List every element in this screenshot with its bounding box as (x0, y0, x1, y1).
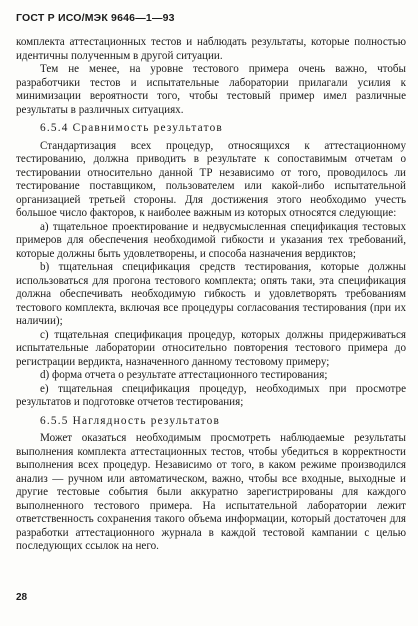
page-content (16, 36, 406, 554)
paragraph-intro: комплекта аттестационных тестов и наблюдать результаты, которые полностью идентичны полученным в другой ситуации. (16, 36, 406, 62)
paragraph-visibility: Может оказаться необходимым просмотреть наблюдаемые результаты выполнения комплекта аттестационных тестов, чтобы убедиться в корректности выполнения всех процедур. Независимо от того, в каком режиме производился анализ — ручном или автоматическом, важно, чтобы все входные, выходные и другие тестовые события были аккуратно зарегистрированы для каждого выполненного тестового примера. На испытательной лаборатории лежит ответственность сохранения такого объема информации, который достаточен для разработки аттестационного журнала в каждой тестовой кампании с целью последующих ссылок на него. (16, 432, 406, 552)
list-item-a: а) тщательное проектирование и недвусмысленная спецификация тестовых примеров для обеспечения необходимой гибкости и указания тех требований, которые должны быть удовлетворены, и способа назначения вердиктов; (16, 220, 406, 260)
list-item-b: b) тщательная спецификация средств тестирования, которые должны использоваться для прогона тестового комплекта; опять таки, эта спецификация должна обеспечивать необходимую гибкость и удовлетворять требованиям тестового комплекта, включая все процедуры согласования тестирования (при их наличии); (16, 261, 406, 327)
list-item-c: с) тщательная спецификация процедур, которых должны придерживаться испытательные лаборатории относительно повторения тестового примера до регистрации вердикта, назначенного данному тестовому примеру; (16, 328, 406, 368)
list-item-d: d) форма отчета о результате аттестационного тестирования; (40, 369, 328, 381)
paragraph-standardization: Стандартизация всех процедур, относящихся к аттестационному тестированию, должна приводить в результате к сопоставимым отчетам о тестировании относительно данной ТР независимо от того, проводилось ли тестирование поставщиком, пользователем или какой-либо испытательной организацией третьей стороны. Для достижения этого необходимо учесть большое число факторов, к наиболее важным из которых относятся следующие: (16, 139, 406, 219)
section-heading-6-5-5: 6.5.5 Наглядность результатов (40, 414, 221, 427)
list-item-e: е) тщательная спецификация процедур, необходимых при просмотре результатов и подготовке отчетов тестирования; (16, 382, 406, 408)
page-header: ГОСТ Р ИСО/МЭК 9646—1—93 (16, 12, 175, 24)
paragraph-however: Тем не менее, на уровне тестового примера очень важно, чтобы разработчики тестов и испытательные лаборатории прилагали усилия к минимизации вероятности того, чтобы тестовый пример имел различные результаты в различных ситуациях. (16, 63, 406, 116)
section-heading-6-5-4: 6.5.4 Сравнимость результатов (40, 122, 223, 134)
page-number: 28 (16, 592, 28, 603)
